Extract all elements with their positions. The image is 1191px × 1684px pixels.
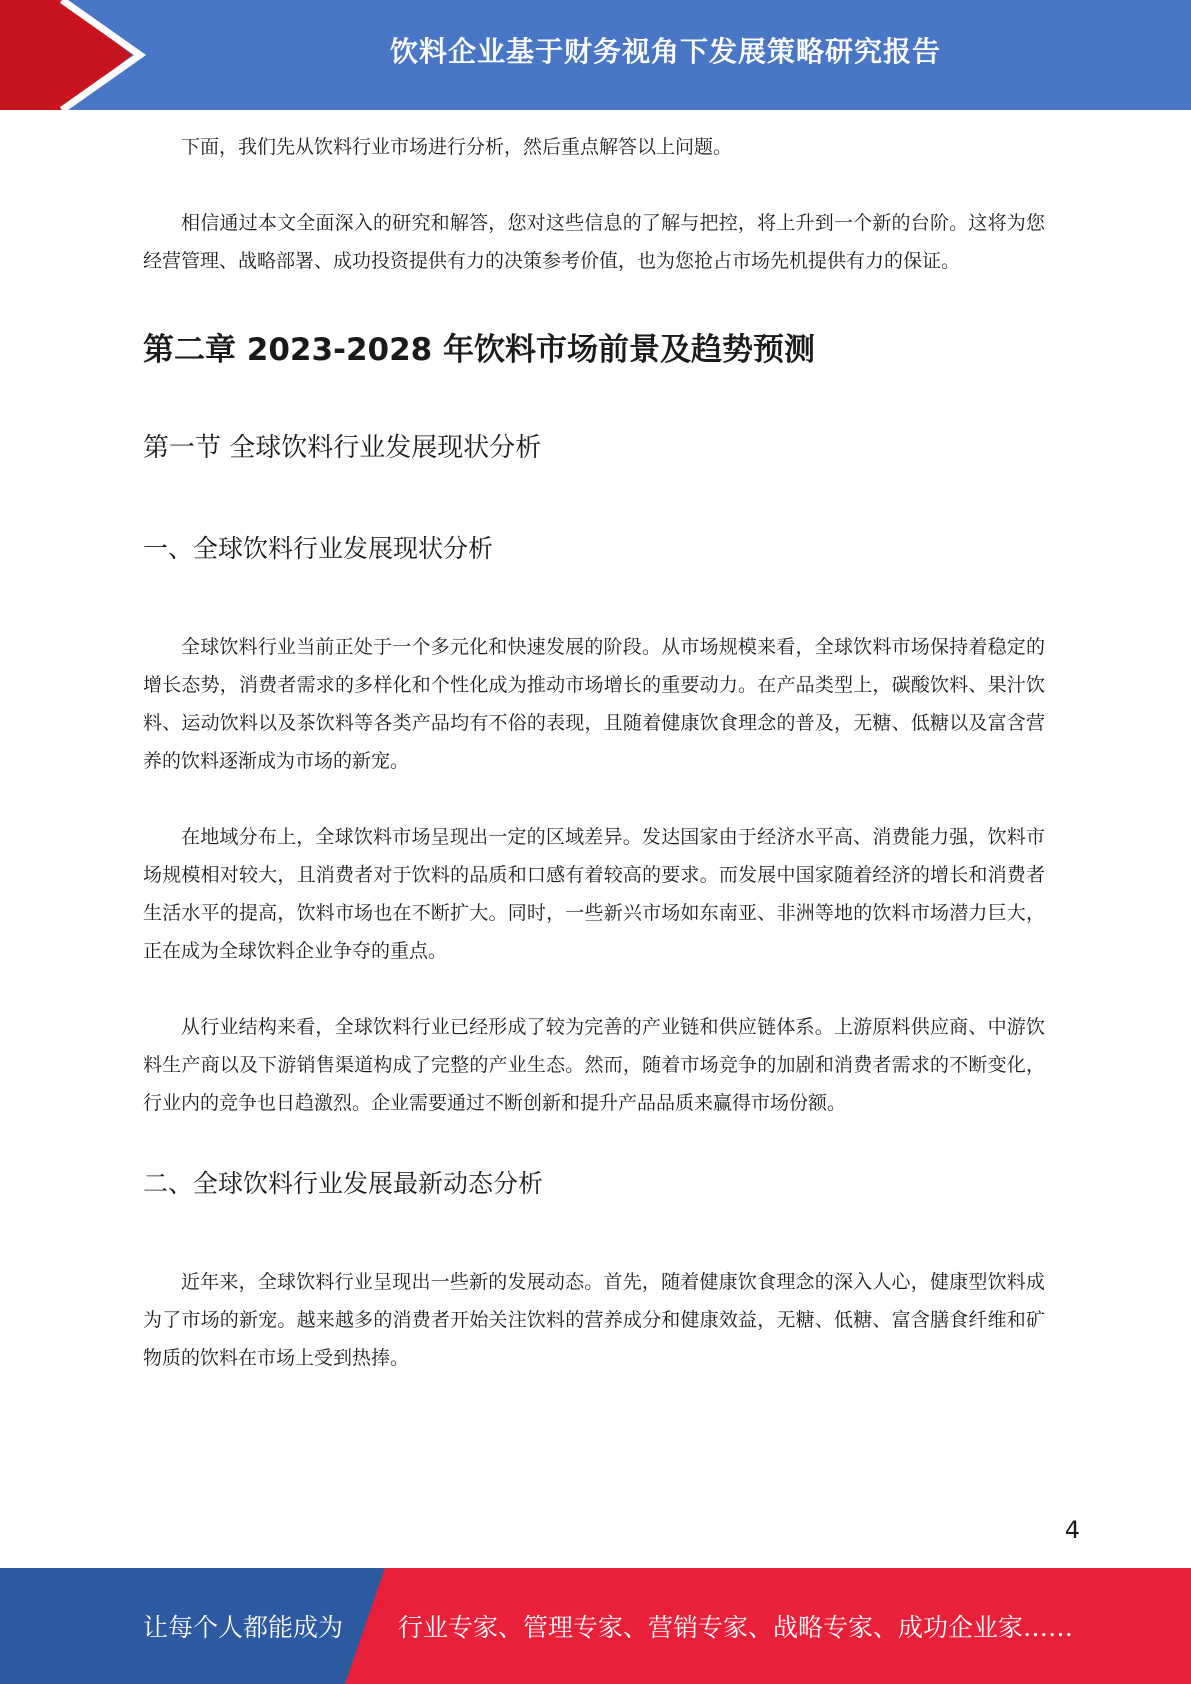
intro-paragraph-1: 下面，我们先从饮料行业市场进行分析，然后重点解答以上问题。 xyxy=(181,136,733,158)
report-title: 饮料企业基于财务视角下发展策略研究报告 xyxy=(389,35,941,68)
body-paragraph-1: 全球饮料行业当前正处于一个多元化和快速发展的阶段。从市场规模来看，全球饮料市场保持着稳定的增长态势，消费者需求的多样化和个性化成为推动市场增长的重要动力。在产品类型上，碳酸饮料、果汁饮料、运动饮料以及茶饮料等各类产品均有不俗的表现，且随着健康饮食理念的普及，无糖、低糖以及富含营养的饮料逐渐成为市场的新宠。 xyxy=(143,636,1045,772)
page-number: 4 xyxy=(1064,1516,1080,1544)
body-paragraph-3: 从行业结构来看，全球饮料行业已经形成了较为完善的产业链和供应链体系。上游原料供应商、中游饮料生产商以及下游销售渠道构成了完整的产业生态。然而，随着市场竞争的加剧和消费者需求的不断变化，行业内的竞争也日趋激烈。企业需要通过不断创新和提升产品品质来赢得市场份额。 xyxy=(143,1016,1045,1114)
body-paragraph-4: 近年来，全球饮料行业呈现出一些新的发展动态。首先，随着健康饮食理念的深入人心，健康型饮料成为了市场的新宠。越来越多的消费者开始关注饮料的营养成分和健康效益，无糖、低糖、富含膳食纤维和矿物质的饮料在市场上受到热捧。 xyxy=(143,1271,1045,1369)
body-paragraph-2: 在地域分布上，全球饮料市场呈现出一定的区域差异。发达国家由于经济水平高、消费能力强，饮料市场规模相对较大，且消费者对于饮料的品质和口感有着较高的要求。而发展中国家随着经济的增长和消费者生活水平的提高，饮料市场也在不断扩大。同时，一些新兴市场如东南亚、非洲等地的饮料市场潜力巨大，正在成为全球饮料企业争夺的重点。 xyxy=(143,826,1045,962)
page-footer xyxy=(0,1568,1191,1684)
section-heading: 第一节 全球饮料行业发展现状分析 xyxy=(143,433,542,463)
page-content xyxy=(143,128,1045,1415)
footer-slogan-left: 让每个人都能成为 xyxy=(143,1613,344,1642)
header-arrow-decoration xyxy=(0,0,160,110)
subsection-heading-1: 一、全球饮料行业发展现状分析 xyxy=(143,534,494,563)
page-header xyxy=(0,0,1191,110)
subsection-heading-2: 二、全球饮料行业发展最新动态分析 xyxy=(143,1169,544,1198)
footer-slogan-right: 行业专家、管理专家、营销专家、战略专家、成功企业家…… xyxy=(398,1613,1074,1642)
chapter-heading: 第二章 2023-2028 年饮料市场前景及趋势预测 xyxy=(143,332,816,368)
intro-paragraph-2: 相信通过本文全面深入的研究和解答，您对这些信息的了解与把控，将上升到一个新的台阶。这将为您经营管理、战略部署、成功投资提供有力的决策参考价值，也为您抢占市场先机提供有力的保证。 xyxy=(143,212,1045,272)
